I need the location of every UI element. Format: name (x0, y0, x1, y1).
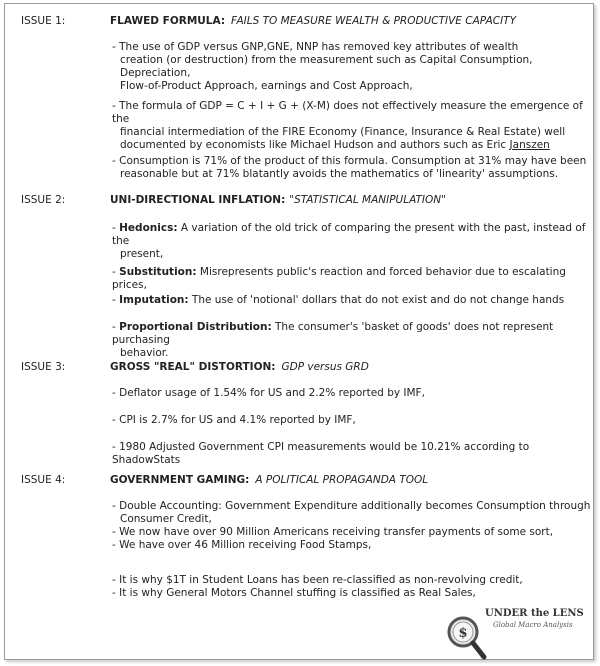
issue-2-bullet-1 (112, 222, 592, 261)
term: Substitution: (119, 266, 197, 278)
issue-1-bullet-3 (112, 155, 592, 181)
text-line: reasonable but at 71% blatantly avoids the mathematics of 'linearity' assumptions. (120, 168, 559, 180)
underlined-name: Janszen (509, 139, 550, 151)
text-line: - We now have over 90 Million Americans receiving transfer payments of some sort, (112, 526, 554, 538)
issue-4-heading: GOVERNMENT GAMING: (110, 474, 250, 486)
issue-2-title (110, 194, 446, 206)
issue-3-subtitle: GDP versus GRD (281, 361, 369, 373)
issue-1-label: ISSUE 1: (21, 15, 66, 27)
text-line: - The formula of GDP = C + I + G + (X-M) does not effectively measure the emergence of the (112, 100, 583, 125)
issue-2-subtitle: "STATISTICAL MANIPULATION" (289, 194, 446, 206)
text-line: - We have over 46 Million receiving Food Stamps, (112, 539, 372, 551)
text-line: Flow-of-Product Approach, earnings and Cost Approach, (120, 80, 413, 92)
svg-text:$: $ (458, 626, 468, 641)
text-line: Consumer Credit, (120, 513, 212, 525)
term: Hedonics: (119, 222, 178, 234)
issue-2-label: ISSUE 2: (21, 194, 66, 206)
text-line: - Substitution: Misrepresents public's reaction and forced behavior due to escalating prices, (112, 266, 566, 291)
issue-2-bullet-3 (112, 294, 592, 307)
issue-3-bullet-2 (112, 414, 592, 427)
issue-3-label: ISSUE 3: (21, 361, 66, 373)
term: Proportional Distribution: (119, 321, 272, 333)
issue-1-heading: FLAWED FORMULA: (110, 15, 226, 27)
text-part: documented by economists like Michael Hudson and authors such as Eric (120, 139, 510, 151)
issue-2-bullet-4 (112, 321, 592, 360)
text-part: Misrepresents public's reaction and forced behavior due to escalating prices, (112, 266, 566, 291)
text-line: - The use of GDP versus GNP,GNE, NNP has removed key attributes of wealth (112, 41, 519, 53)
text-line: financial intermediation of the FIRE Economy (Finance, Insurance & Real Estate) well (120, 126, 566, 138)
text-line: - CPI is 2.7% for US and 4.1% reported by IMF, (112, 414, 356, 426)
text-line: - Proportional Distribution: The consumer's 'basket of goods' does not represent purchasing (112, 321, 554, 346)
text-line: - Consumption is 71% of the product of this formula. Consumption at 31% may have been (112, 155, 587, 167)
issue-3-heading: GROSS "REAL" DISTORTION: (110, 361, 276, 373)
issue-3-bullet-1 (112, 387, 592, 400)
text-part: A variation of the old trick of comparing the present with the past, instead of the (112, 222, 586, 247)
text-line: creation (or destruction) from the measurement such as Capital Consumption, Depreciation, (120, 54, 533, 79)
issue-3-bullet-3 (112, 441, 592, 467)
issue-2-bullet-2 (112, 266, 592, 292)
text-line: - Deflator usage of 1.54% for US and 2.2% reported by IMF, (112, 387, 425, 399)
document-frame (4, 3, 594, 660)
text-line: present, (120, 248, 164, 260)
text-line (112, 139, 592, 152)
text-line: - Double Accounting: Government Expenditure additionally becomes Consumption through (112, 500, 591, 512)
issue-3-title (110, 361, 369, 373)
text-line: - It is why General Motors Channel stuffing is classified as Real Sales, (112, 587, 476, 599)
text-line: behavior. (120, 347, 169, 359)
issue-4-bullet-2 (112, 574, 592, 600)
logo-name: UNDER the LENS (485, 608, 584, 619)
text-part: The use of 'notional' dollars that do not exist and do not change hands (188, 294, 565, 306)
text-line: - It is why $1T in Student Loans has been re-classified as non-revolving credit, (112, 574, 523, 586)
issue-4-subtitle: A POLITICAL PROPAGANDA TOOL (255, 474, 429, 486)
text-line: - 1980 Adjusted Government CPI measurements would be 10.21% according to ShadowStats (112, 441, 530, 466)
issue-4-title (110, 474, 428, 486)
magnifying-glass-icon (443, 612, 487, 660)
issue-1-bullet-1 (112, 41, 592, 93)
text-line: - Hedonics: A variation of the old trick of comparing the present with the past, instead of the (112, 222, 586, 247)
issue-1-subtitle: FAILS TO MEASURE WEALTH & PRODUCTIVE CAPACITY (231, 15, 517, 27)
issue-1-bullet-2 (112, 100, 592, 152)
term: Imputation: (119, 294, 189, 306)
text-line: - Imputation: The use of 'notional' dollars that do not exist and do not change hands (112, 294, 565, 306)
issue-1-title (110, 15, 516, 27)
issue-2-heading: UNI-DIRECTIONAL INFLATION: (110, 194, 286, 206)
under-the-lens-logo (441, 608, 591, 664)
issue-4-label: ISSUE 4: (21, 474, 66, 486)
issue-4-bullet-1 (112, 500, 592, 552)
logo-tagline: Global Macro Analysis (493, 621, 573, 629)
text-part: The consumer's 'basket of goods' does not represent purchasing (112, 321, 554, 346)
